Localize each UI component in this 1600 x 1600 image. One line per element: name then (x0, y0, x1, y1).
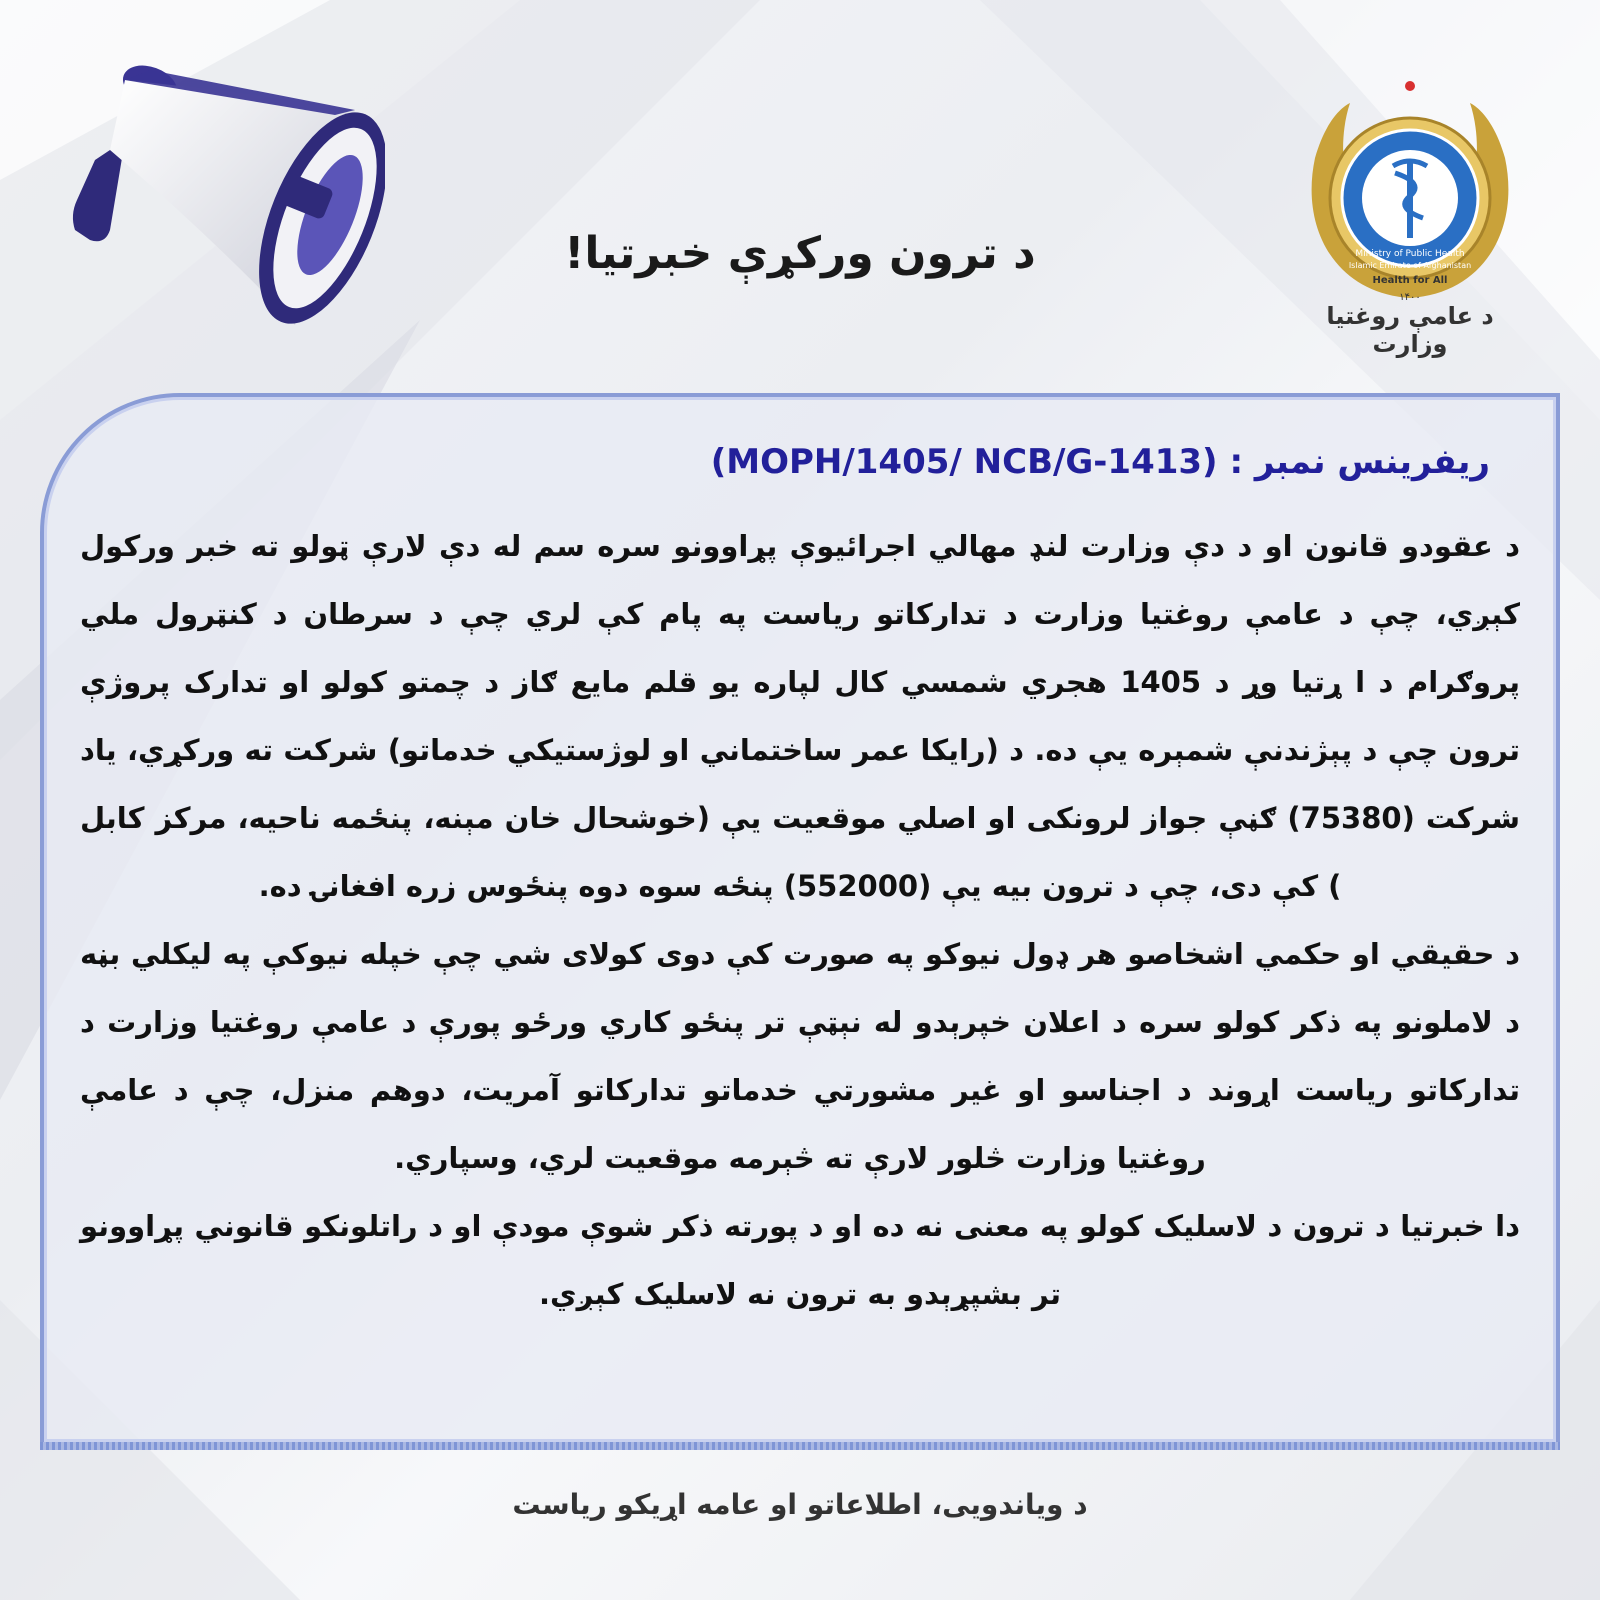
reference-label: ریفرینس نمبر (1254, 442, 1490, 482)
logo-year: ۱۴۰۰ (1399, 292, 1421, 303)
notice-paragraph: د عقودو قانون او د دې وزارت لنډ مهالي اجرائیوې پړاوونو سره سم له دې لارې ټولو ته خبر ورکول کېږي، چې د عامې روغتیا وزارت د تدارکاتو ریاست په پام کې لري چې د سرطان د کنټرول ملي پروګرام د ا ړتیا وړ د 1405 هجري شمسي کال لپاره یو قلم مایع ګاز د چمتو کولو او تدارک پروژې ترون چې د پېژندنې شمېره یې ده. د (رایکا عمر ساختماني او لوژستیکي خدماتو) شرکت ته ورکړي، یاد شرکت (75380) ګڼې جواز لرونکی او اصلي موقعیت یې (خوشحال خان مېنه، پنځمه ناحیه، مرکز کابل ) کې دی، چې د ترون بیه یې (552000) پنځه سوه دوه پنځوس زره افغانۍ ده. (80, 529, 1520, 903)
footer-department: د ویاندویی، اطلاعاتو او عامه اړیکو ریاست (512, 1488, 1088, 1521)
reference-code: (MOPH/1405/ NCB/G-1413) (710, 442, 1218, 482)
reference-line (590, 442, 1490, 482)
ministry-name: د عامې روغتیا وزارت (1326, 302, 1494, 358)
reference-colon: : (1229, 442, 1244, 482)
ministry-emblem-icon (1295, 78, 1525, 308)
page-title: د ترون ورکړې خبرتیا! (564, 228, 1036, 279)
megaphone-icon (55, 40, 385, 330)
logo-motto: Health for All (1372, 275, 1448, 286)
logo-text-en-2: Islamic Emirate of Afghanistan (1348, 261, 1472, 270)
notice-body (80, 512, 1520, 1328)
logo-text-en-1: Ministry of Public Health (1355, 249, 1465, 259)
notice-paragraph: دا خبرتیا د ترون د لاسلیک کولو په معنی نه ده او د پورته ذکر شوې مودې او د راتلونکو قانوني پړاوونو تر بشپړېدو به ترون نه لاسلیک کېږي. (80, 1209, 1520, 1311)
notice-paragraph: د حقیقي او حکمي اشخاصو هر ډول نیوکو په صورت کې دوی کولای شي چې خپله نیوکې په لیکلي بڼه د لاملونو په ذکر کولو سره د اعلان خپرېدو له نېټې تر پنځو کاري ورځو پورې د عامې روغتیا وزارت د تدارکاتو ریاست اړوند د اجناسو او غیر مشورتي خدماتو تدارکاتو آمریت، دوهم منزل، چې د عامې روغتیا وزارت څلور لارې ته څېرمه موقعیت لري، وسپاري. (80, 937, 1520, 1175)
